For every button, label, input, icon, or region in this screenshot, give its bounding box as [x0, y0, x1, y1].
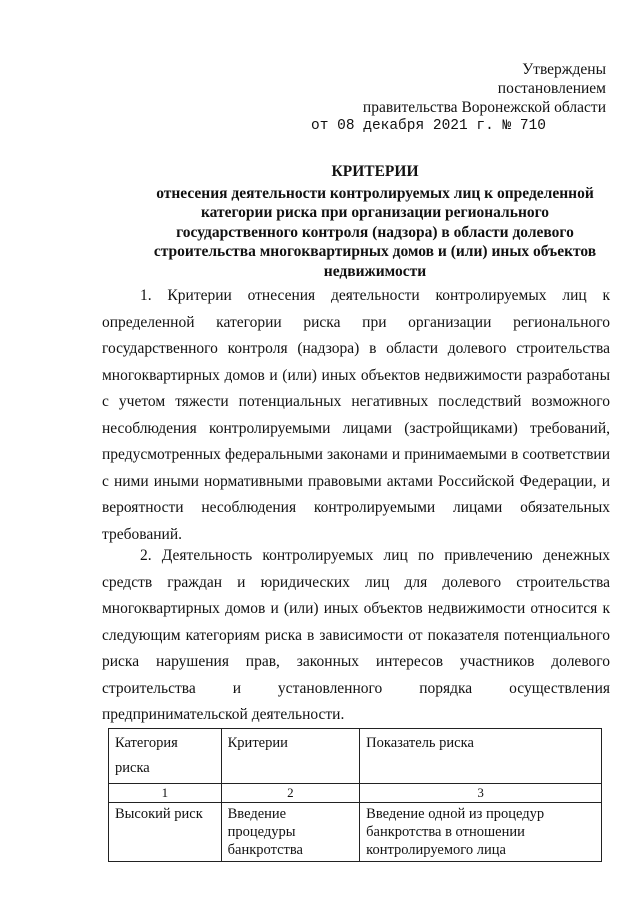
- column-number: 2: [221, 784, 360, 803]
- header-risk-category: Категория риска: [109, 729, 222, 784]
- paragraph-1-text: 1. Критерии отнесения деятельности контролируемых лиц к определенной категории риска при организации регионального государственного контроля (надзора) в области долевого строительства многоквартирных домов и (или) иных объектов недвижимости разработаны с учетом тяжести потенциальных негативных последствий возможного несоблюдения контролируемыми лицами (застройщиками) требований, предусмотренных федеральными законами и принимаемыми в соответствии с ними иными нормативными правовыми актами Российской Федерации, и вероятности несоблюдения контролируемыми лицами обязательных требований.: [102, 287, 610, 543]
- paragraph-1: [102, 283, 610, 548]
- title-line: государственного контроля (надзора) в области долевого: [176, 223, 574, 241]
- indicator-line: контролируемого лица: [366, 842, 506, 858]
- risk-criteria-table: [108, 728, 602, 862]
- risk-indicator-cell: [360, 803, 602, 862]
- title-heading: КРИТЕРИИ: [331, 163, 419, 180]
- indicator-line: Введение одной из процедур: [366, 806, 545, 822]
- criteria-line: Введение: [227, 806, 287, 822]
- criteria-line: процедуры: [227, 824, 296, 840]
- indicator-line: банкротства в отношении: [366, 824, 525, 840]
- column-number: 1: [109, 784, 222, 803]
- paragraph-2-text: 2. Деятельность контролируемых лиц по привлечению денежных средств граждан и юридических лиц для долевого строительства многоквартирных домов и (или) иных объектов недвижимости относится к следующим категориям риска в зависимости от показателя потенциального риска нарушения прав, законных интересов участников долевого строительства и установленного порядка осуществления предпринимательской деятельности.: [102, 547, 610, 723]
- approval-line-3: правительства Воронежской области: [362, 99, 606, 116]
- risk-category-cell: Высокий риск: [109, 803, 222, 862]
- table-header-row: [109, 729, 602, 784]
- criteria-cell: [221, 803, 360, 862]
- title-line: недвижимости: [323, 262, 427, 280]
- title-line: строительства многоквартирных домов и (или) иных объектов: [153, 243, 597, 260]
- criteria-line: банкротства: [227, 842, 303, 858]
- table-row: [109, 803, 602, 862]
- approval-line-1: Утверждены: [522, 61, 606, 78]
- approval-block: [311, 60, 606, 136]
- title-line: отнесения деятельности контролируемых лиц к определенной: [156, 184, 594, 202]
- title-line: категории риска при организации регионального: [200, 204, 550, 221]
- column-number: 3: [360, 784, 602, 803]
- table-column-numbers-row: [109, 784, 602, 803]
- header-risk-indicator: Показатель риска: [360, 729, 602, 784]
- header-criteria: Критерии: [221, 729, 360, 784]
- paragraph-2: [102, 543, 610, 729]
- document-title: [130, 162, 620, 281]
- approval-line-2: постановлением: [497, 80, 606, 97]
- approval-date-number: от 08 декабря 2021 г. № 710: [311, 118, 546, 134]
